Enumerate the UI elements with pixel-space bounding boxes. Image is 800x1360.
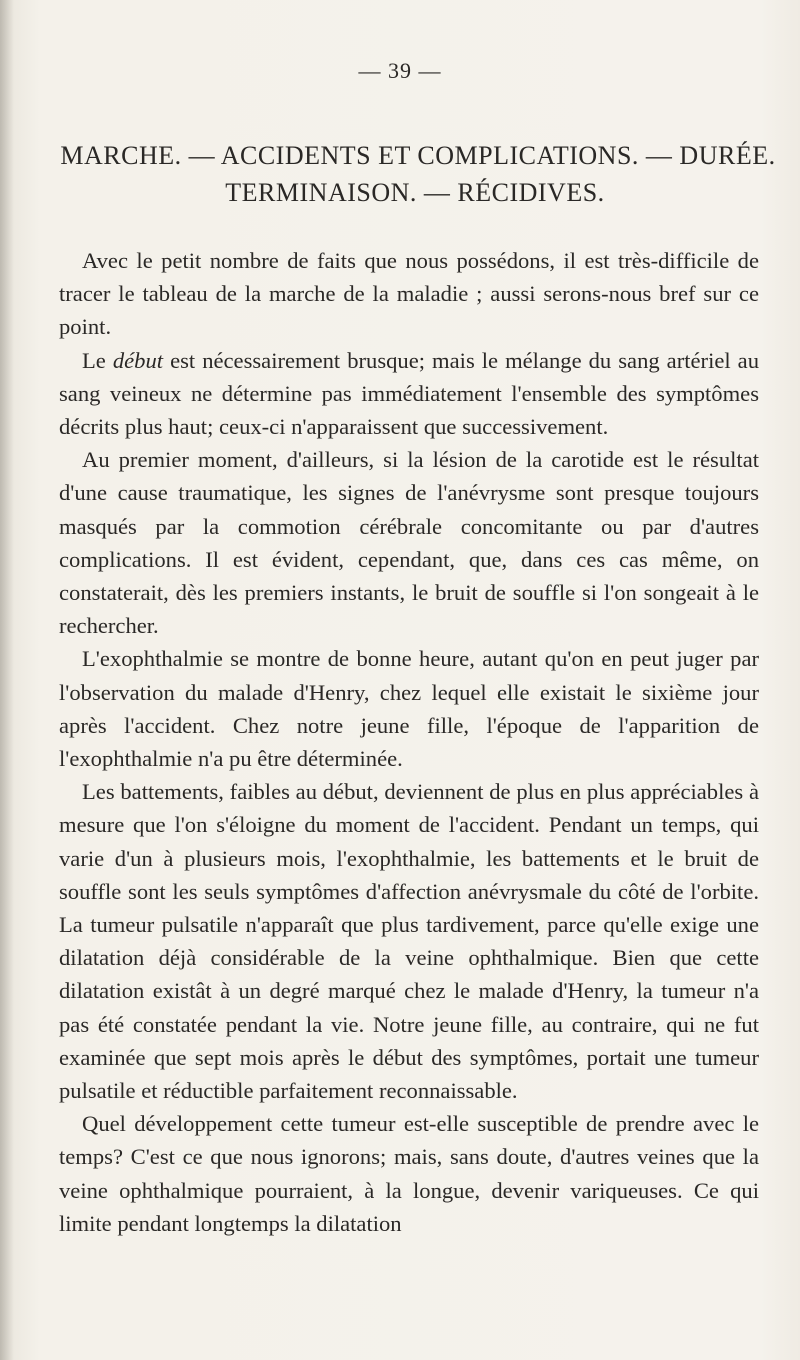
section-heading-line-2: TERMINAISON. — RÉCIDIVES.	[225, 178, 605, 207]
paragraph: Les battements, faibles au début, deviennent de plus en plus appréciables à mesure que l'on s'éloigne du moment de l'accident. Pendant un temps, qui varie d'un à plusieurs mois, l'exophthalmie, les battements et le bruit de souffle sont les seuls symptômes d'affection anévrysmale du côté de l'orbite. La tumeur pulsatile n'apparaît que plus tardivement, parce qu'elle exige une dilatation déjà considérable de la veine ophthalmique. Bien que cette dilatation existât à un degré marqué chez le malade d'Henry, la tumeur n'a pas été constatée pendant la vie. Notre jeune fille, au contraire, qui ne fut examinée que sept mois après le début des symptômes, portait une tumeur pulsatile et réductible parfaitement reconnaissable.	[59, 779, 759, 1104]
emphasis-debut: début	[112, 347, 164, 373]
paragraph	[59, 344, 759, 444]
page-number: — 39 —	[358, 58, 442, 83]
paragraph-rest: est nécessairement brusque; mais le mélange du sang artériel au sang veineux ne détermine pas immédiatement l'ensemble des symptômes décrits plus haut; ceux-ci n'apparaissent que successivement.	[59, 347, 759, 440]
paragraph: Quel développement cette tumeur est-elle susceptible de prendre avec le temps? C'est ce que nous ignorons; mais, sans doute, d'autres veines que la veine ophthalmique pourraient, à la longue, devenir variqueuses. Ce qui limite pendant longtemps la dilatation	[59, 1111, 759, 1236]
paragraph-lead: Le	[82, 347, 113, 373]
page-edge-shadow	[0, 0, 14, 1360]
paragraph: L'exophthalmie se montre de bonne heure, autant qu'on en peut juger par l'observation du malade d'Henry, chez lequel elle existait le sixième jour après l'accident. Chez notre jeune fille, l'époque de l'apparition de l'exophthalmie n'a pu être déterminée.	[59, 646, 759, 772]
section-heading-line-1: MARCHE. — ACCIDENTS ET COMPLICATIONS. — DURÉE.	[60, 141, 776, 170]
body-text	[59, 244, 759, 1240]
paragraph: Au premier moment, d'ailleurs, si la lésion de la carotide est le résultat d'une cause traumatique, les signes de l'anévrysme sont presque toujours masqués par la commotion cérébrale concomitante ou par d'autres complications. Il est évident, cependant, que, dans ces cas même, on constaterait, dès les premiers instants, le bruit de souffle si l'on songeait à le rechercher.	[59, 447, 759, 639]
paragraph: Avec le petit nombre de faits que nous possédons, il est très-difficile de tracer le tableau de la marche de la maladie ; aussi serons-nous bref sur ce point.	[59, 248, 759, 340]
